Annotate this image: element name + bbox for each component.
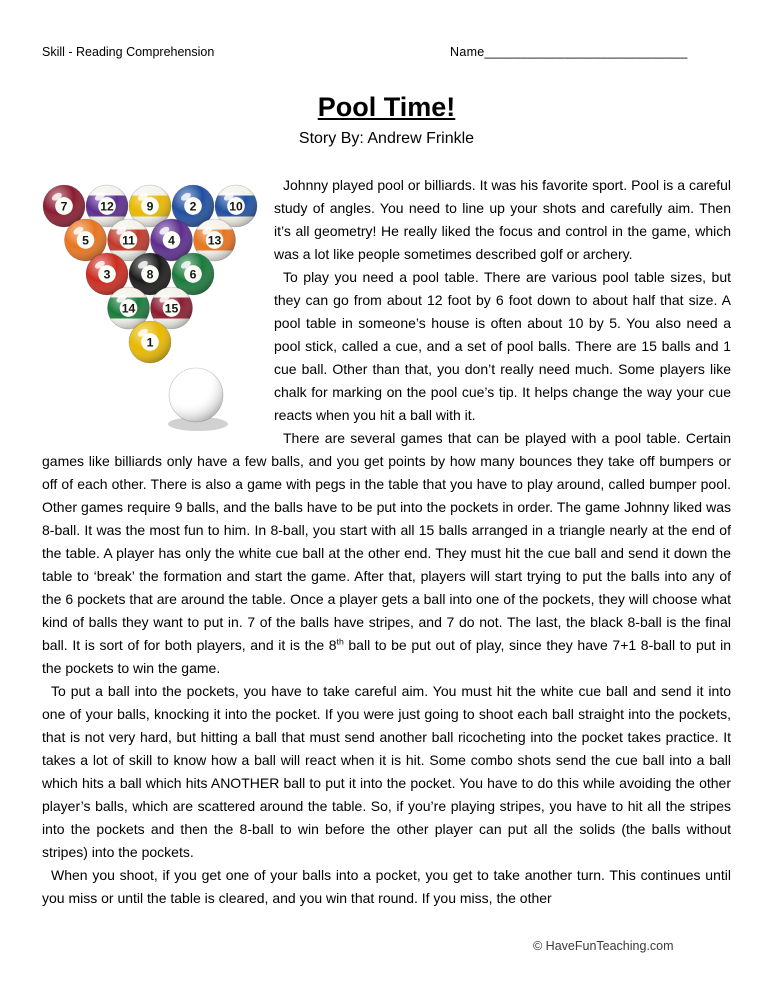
page-title: Pool Time! bbox=[317, 92, 456, 122]
svg-text:5: 5 bbox=[82, 233, 89, 248]
svg-text:6: 6 bbox=[189, 267, 197, 282]
svg-text:9: 9 bbox=[146, 199, 154, 214]
pool-balls-illustration bbox=[42, 176, 266, 448]
svg-text:2: 2 bbox=[189, 199, 197, 214]
name-line: Name____________________________ bbox=[450, 45, 688, 59]
pool-balls-svg bbox=[42, 176, 258, 438]
byline: Story By: Andrew Frinkle bbox=[298, 130, 475, 147]
story-paragraph: Johnny played pool or billiards. It was his favorite sport. Pool is a careful study of angles. You need to line up your shots and carefully aim. Then it’s all geometry! He really liked the focus and control in the game, which was a lot like people sometimes described golf or archery. bbox=[274, 177, 731, 262]
copyright-credit: © HaveFunTeaching.com bbox=[533, 939, 674, 953]
story-paragraph: To play you need a pool table. There are various pool table sizes, but they can go from about 12 foot by 6 foot down to about half that size. A pool table in someone’s house is often about 10 by 5. You also need a pool stick, called a cue, and a set of pool balls. There are 15 balls and 1 cue ball. Other than that, you don’t really need much. Some players like chalk for marking on the pool cue’s tip. It helps change the way your cue reacts when you hit a ball with it. bbox=[274, 269, 731, 423]
svg-text:1: 1 bbox=[146, 335, 154, 350]
story-paragraph: There are several games that can be played with a pool table. Certain games like billiards only have a few balls, and you get points by how many bounces they take off bumpers or off of each other. There is also a game with pegs in the table that you have to play around, called bumper pool. Other games require 9 balls, and the balls have to be put into the pockets in order. The game Johnny liked was 8-ball. It was the most fun to him. In 8-ball, you start with all 15 balls arranged in a triangle nearly at the end of the table. A player has only the white cue ball at the other end. They must hit the cue ball and send it down the table to ‘break’ the formation and start the game. After that, players will start trying to put the balls into any of the 6 pockets that are around the table. Once a player gets a ball into one of the pockets, they will choose what kind of balls they want to put in. 7 of the balls have stripes, and 7 do not. The last, the black 8-ball is the final ball. It is sort of for both players, and it is the 8th ball to be put out of play, since they have 7+1 8-ball to put in the pockets to win the game. bbox=[42, 430, 731, 676]
svg-text:3: 3 bbox=[103, 267, 111, 282]
superscript-text: th bbox=[336, 636, 344, 647]
title-block bbox=[0, 92, 773, 148]
svg-text:13: 13 bbox=[207, 233, 222, 248]
svg-text:4: 4 bbox=[168, 233, 175, 248]
cue-ball bbox=[169, 368, 223, 422]
svg-text:12: 12 bbox=[100, 199, 114, 214]
svg-text:10: 10 bbox=[229, 199, 243, 214]
svg-text:8: 8 bbox=[146, 267, 154, 282]
svg-text:7: 7 bbox=[60, 199, 68, 214]
svg-text:14: 14 bbox=[121, 301, 136, 316]
skill-label: Skill - Reading Comprehension bbox=[42, 45, 215, 59]
story-paragraph: To put a ball into the pockets, you have to take careful aim. You must hit the white cue ball and send it into one of your balls, knocking it into the pocket. If you were just going to shoot each ball straight into the pockets, that is not very hard, but hitting a ball that must send another ball ricocheting into the pocket takes practice. It takes a lot of skill to know how a ball will react when it is hit. Some combo shots send the cue ball into a ball which hits a ball which hits ANOTHER ball to put it into the pocket. You have to do this while avoiding the other player’s balls, which are scattered around the table. So, if you’re playing stripes, you have to hit all the stripes into the pockets and then the 8-ball to win before the other player can put all the solids (the balls without stripes) into the pockets. bbox=[42, 683, 731, 860]
svg-text:15: 15 bbox=[164, 301, 179, 316]
story-body bbox=[42, 174, 731, 910]
story-paragraph: When you shoot, if you get one of your balls into a pocket, you get to take another turn. This continues until you miss or until the table is cleared, and you win that round. If you miss, the other bbox=[42, 867, 731, 906]
pool-ball bbox=[129, 321, 171, 363]
svg-text:11: 11 bbox=[122, 233, 135, 248]
